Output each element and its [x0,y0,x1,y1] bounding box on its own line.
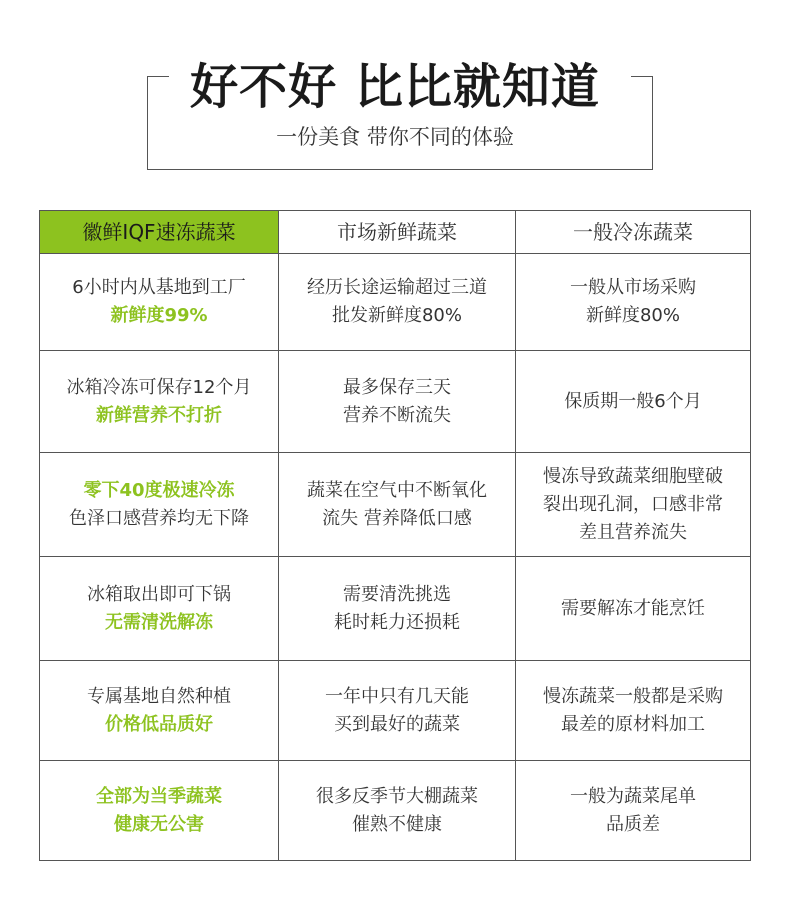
table-row [40,761,751,861]
cell-text: 经历长途运输超过三道 [307,277,487,298]
cell-text: 需要清洗挑选 [343,583,451,605]
cell-text: 最差的原材料加工 [561,713,705,735]
cell-market [279,351,516,453]
cell-highlight: 新鲜度99% [110,305,208,326]
cell-market [279,661,516,761]
cell-text: 慢冻导致蔬菜细胞壁破 [543,465,723,487]
cell-text: 营养不断流失 [343,404,451,426]
cell-market [279,453,516,557]
cell-frozen [516,761,751,861]
cell-frozen [516,351,751,453]
cell-text: 耗时耗力还损耗 [334,611,460,633]
cell-text: 一般为蔬菜尾单 [570,785,696,807]
comparison-table [39,210,751,861]
cell-text: 很多反季节大棚蔬菜 [316,785,478,807]
cell-highlight: 健康无公害 [114,813,204,835]
cell-text: 差且营养流失 [579,521,687,543]
cell-text: 冰箱取出即可下锅 [87,583,231,605]
cell-highlight: 价格低品质好 [105,713,213,735]
cell-text: 最多保存三天 [343,376,451,398]
column-header-own: 徽鲜IQF速冻蔬菜 [40,211,279,254]
cell-frozen [516,254,751,351]
cell-text: 蔬菜在空气中不断氧化 [307,479,487,501]
cell-own [40,661,279,761]
table-row [40,557,751,661]
cell-market [279,557,516,661]
cell-own [40,254,279,351]
cell-text: 品质差 [606,813,660,835]
cell-text: 流失 营养降低口感 [322,507,472,529]
cell-own [40,351,279,453]
cell-text: 需要解冻才能烹饪 [561,597,705,619]
cell-highlight: 新鲜营养不打折 [96,404,222,426]
cell-highlight: 全部为当季蔬菜 [96,785,222,807]
cell-text: 一年中只有几天能 [325,685,469,707]
cell-text: 催熟不健康 [352,813,442,835]
cell-text: 专属基地自然种植 [87,685,231,707]
table-row [40,661,751,761]
page-subtitle: 一份美食 带你不同的体验 [276,125,514,149]
column-header-frozen: 一般冷冻蔬菜 [516,211,751,254]
cell-highlight: 零下40度极速冷冻 [83,479,235,501]
page-title: 好不好 比比就知道 [190,59,600,115]
cell-text: 买到最好的蔬菜 [334,713,460,735]
cell-frozen [516,453,751,557]
column-header-market: 市场新鲜蔬菜 [279,211,516,254]
cell-text: 色泽口感营养均无下降 [69,507,249,529]
cell-text: 一般从市场采购 [570,277,696,298]
cell-frozen [516,557,751,661]
cell-text: 裂出现孔洞，口感非常 [543,493,723,515]
cell-own [40,761,279,861]
cell-text: 新鲜度80% [585,305,680,326]
cell-frozen [516,661,751,761]
cell-own [40,453,279,557]
cell-text: 保质期一般6个月 [564,390,702,412]
table-row [40,453,751,557]
table-header-row [40,211,751,254]
cell-market [279,761,516,861]
table-row [40,351,751,453]
cell-own [40,557,279,661]
cell-text: 冰箱冷冻可保存12个月 [66,376,252,398]
table-row [40,254,751,351]
cell-market [279,254,516,351]
cell-text: 6小时内从基地到工厂 [72,277,246,298]
cell-text: 批发新鲜度80% [331,305,462,326]
cell-highlight: 无需清洗解冻 [105,611,213,633]
cell-text: 慢冻蔬菜一般都是采购 [543,685,723,707]
